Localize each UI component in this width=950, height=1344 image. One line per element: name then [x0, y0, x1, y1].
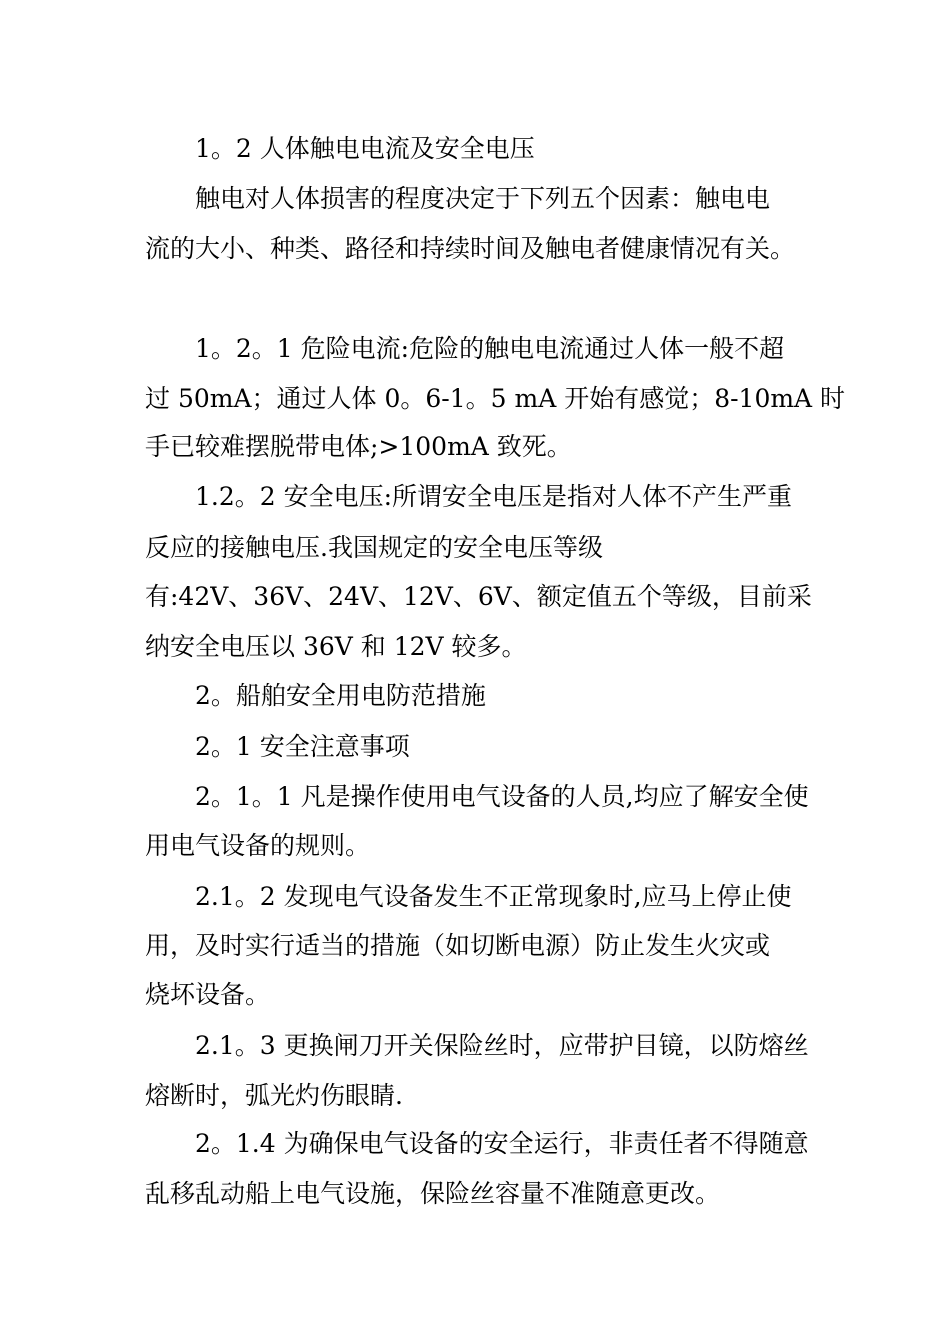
heading-2: 2。船舶安全用电防范措施: [195, 681, 486, 710]
paragraph-line: 2.1。3 更换闸刀开关保险丝时，应带护目镜，以防熔丝: [195, 1031, 809, 1060]
paragraph-line: 触电对人体损害的程度决定于下列五个因素：触电电: [195, 184, 771, 213]
paragraph-line: 乱移乱动船上电气设施，保险丝容量不准随意更改。: [145, 1179, 721, 1208]
heading-2-1: 2。1 安全注意事项: [195, 732, 410, 761]
paragraph-line: 烧坏设备。: [145, 980, 271, 1009]
paragraph-line: 过 50mA；通过人体 0。6-1。5 mA 开始有感觉；8-10mA 时: [145, 384, 846, 413]
paragraph-line: 1。2。1 危险电流:危险的触电电流通过人体一般不超: [195, 334, 785, 363]
paragraph-line: 手已较难摆脱带电体;>100mA 致死。: [145, 432, 572, 461]
paragraph-line: 2。1.4 为确保电气设备的安全运行，非责任者不得随意: [195, 1129, 809, 1158]
paragraph-line: 用电气设备的规则。: [145, 831, 371, 860]
paragraph-line: 2。1。1 凡是操作使用电气设备的人员,均应了解安全使: [195, 782, 809, 811]
paragraph-line: 熔断时，弧光灼伤眼睛.: [145, 1081, 403, 1110]
paragraph-line: 2.1。2 发现电气设备发生不正常现象时,应马上停止使: [195, 882, 792, 911]
heading-1-2: 1。2 人体触电电流及安全电压: [195, 134, 535, 163]
paragraph-line: 流的大小、种类、路径和持续时间及触电者健康情况有关。: [145, 234, 796, 263]
paragraph-line: 有:42V、36V、24V、12V、6V、额定值五个等级，目前采: [145, 582, 812, 611]
paragraph-line: 反应的接触电压.我国规定的安全电压等级: [145, 533, 603, 562]
paragraph-line: 1.2。2 安全电压:所谓安全电压是指对人体不产生严重: [195, 482, 793, 511]
paragraph-line: 纳安全电压以 36V 和 12V 较多。: [145, 632, 527, 661]
paragraph-line: 用，及时实行适当的措施（如切断电源）防止发生火灾或: [145, 931, 771, 960]
